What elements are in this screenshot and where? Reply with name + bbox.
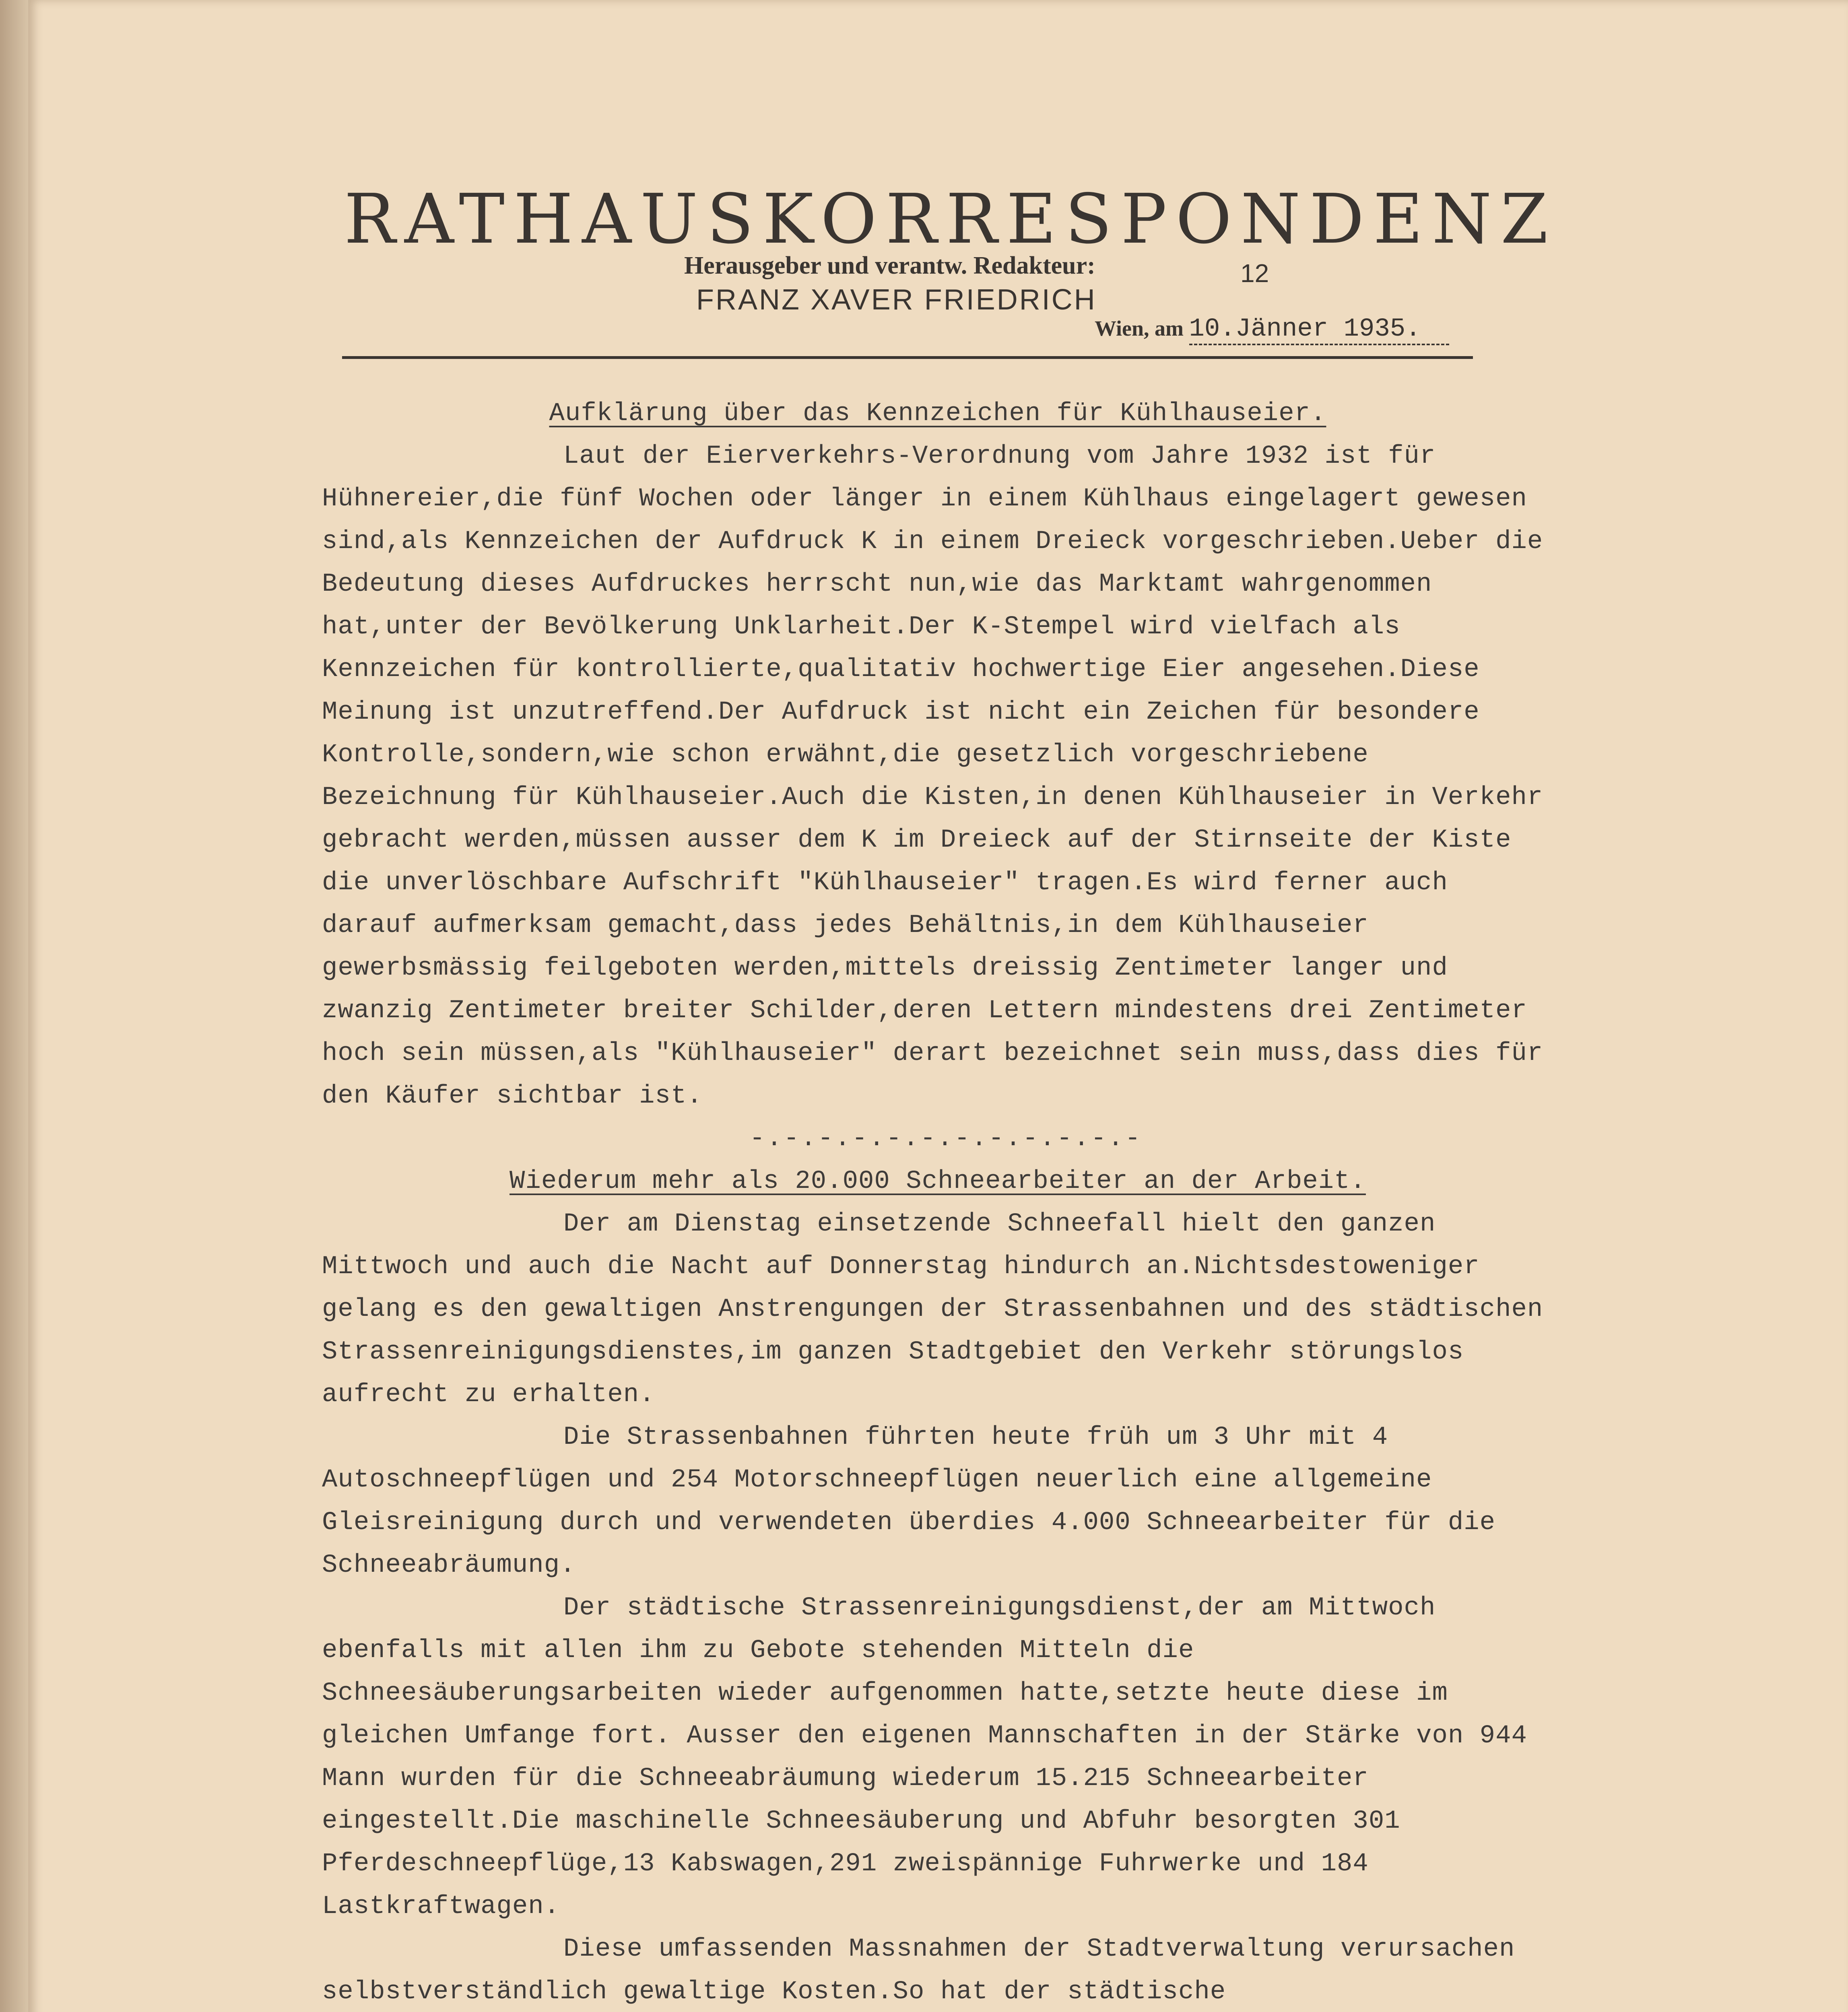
dateline [1095, 315, 1449, 344]
publisher-block [684, 250, 1097, 318]
article-paragraph: Der am Dienstag einsetzende Schneefall hielt den ganzen Mittwoch und auch die Nacht auf Donnerstag hindurch an.Nichtsdestoweniger gelang es den gewaltigen Anstrengungen der Strassenbahnen und des städtischen Strassenreinigungsdienstes,im ganzen Stadtgebiet den Verkehr störungslos aufrecht zu erhalten. [322, 1210, 1543, 1409]
article-headline: Aufklärung über das Kennzeichen für Kühlhauseier. [549, 399, 1326, 428]
section-separator: -.-.-.-.-.-.-.-.-.-.-.- [749, 1124, 1142, 1153]
header-rule [342, 356, 1473, 359]
article-schneearbeiter [322, 1160, 1553, 2012]
place-prefix: Wien, am [1095, 316, 1184, 340]
page-number: 12 [1240, 259, 1269, 288]
date: 10.Jänner 1935. [1189, 315, 1449, 345]
article-paragraph: Laut der Eierverkehrs-Verordnung vom Jahre 1932 ist für Hühnereier,die fünf Wochen oder länger in einem Kühlhaus eingelagert gewesen sind,als Kennzeichen der Aufdruck K in einem Dreieck vorgeschrieben.Ueber die Bedeutung dieses Aufdruckes herrscht nun,wie das Marktamt wahrgenommen hat,unter der Bevölkerung Unklarheit.Der K-Stempel wird vielfach als Kennzeichen für kontrollierte,qualitativ hochwertige Eier angesehen.Diese Meinung ist unzutreffend.Der Aufdruck ist nicht ein Zeichen für besondere Kontrolle,sondern,wie schon erwähnt,die gesetzlich vorgeschriebene Bezeichnung für Kühlhauseier.Auch die Kisten,in denen Kühlhauseier in Verkehr gebracht werden,müssen ausser dem K im Dreieck auf der Stirnseite der Kiste die unverlöschbare Aufschrift "Kühlhauseier" tragen.Es wird ferner auch darauf aufmerksam gemacht,dass jedes Behältnis,in dem Kühlhauseier gewerbsmässig feilgeboten werden,mittels dreissig Zentimeter langer und zwanzig Zentimeter breiter Schilder,deren Lettern mindestens drei Zentimeter hoch sein müssen,als "Kühlhauseier" derart bezeichnet sein muss,dass dies für den Käufer sichtbar ist. [322, 442, 1543, 1111]
publisher-label: Herausgeber und verantw. Redakteur: [684, 252, 1095, 279]
article-paragraph: Die Strassenbahnen führten heute früh um 3 Uhr mit 4 Autoschneepflügen und 254 Motorschneepflügen neuerlich eine allgemeine Gleisreinigung durch und verwendeten überdies 4.000 Schneearbeiter für die Schneeabräumung. [322, 1423, 1496, 1580]
masthead-title: RATHAUSKORRESPONDENZ [344, 179, 1557, 259]
article-paragraph: Diese umfassenden Massnahmen der Stadtverwaltung verursachen selbstverständlich gewaltige Kosten.So hat der städtische [322, 1935, 1515, 2006]
article-paragraph: Der städtische Strassenreinigungsdienst,der am Mittwoch ebenfalls mit allen ihm zu Gebote stehenden Mitteln die Schneesäuberungsarbeiten wieder aufgenommen hatte,setzte heute diese im gleichen Umfange fort. Ausser den eigenen Mannschaften in der Stärke von 944 Mann wurden für die Schneeabräumung wiederum 15.215 Schneearbeiter eingestellt.Die maschinelle Schneesäuberung und Abfuhr besorgten 301 Pferdeschneepflüge,13 Kabswagen,291 zweispännige Fuhrwerke und 184 Lastkraftwagen. [322, 1594, 1527, 1921]
article-column [322, 392, 1553, 2012]
page-edge [0, 0, 28, 2012]
article-kuehlhauseier [322, 392, 1553, 1160]
article-headline: Wiederum mehr als 20.000 Schneearbeiter an der Arbeit. [509, 1167, 1366, 1196]
publisher-name: FRANZ XAVER FRIEDRICH [696, 283, 1097, 316]
